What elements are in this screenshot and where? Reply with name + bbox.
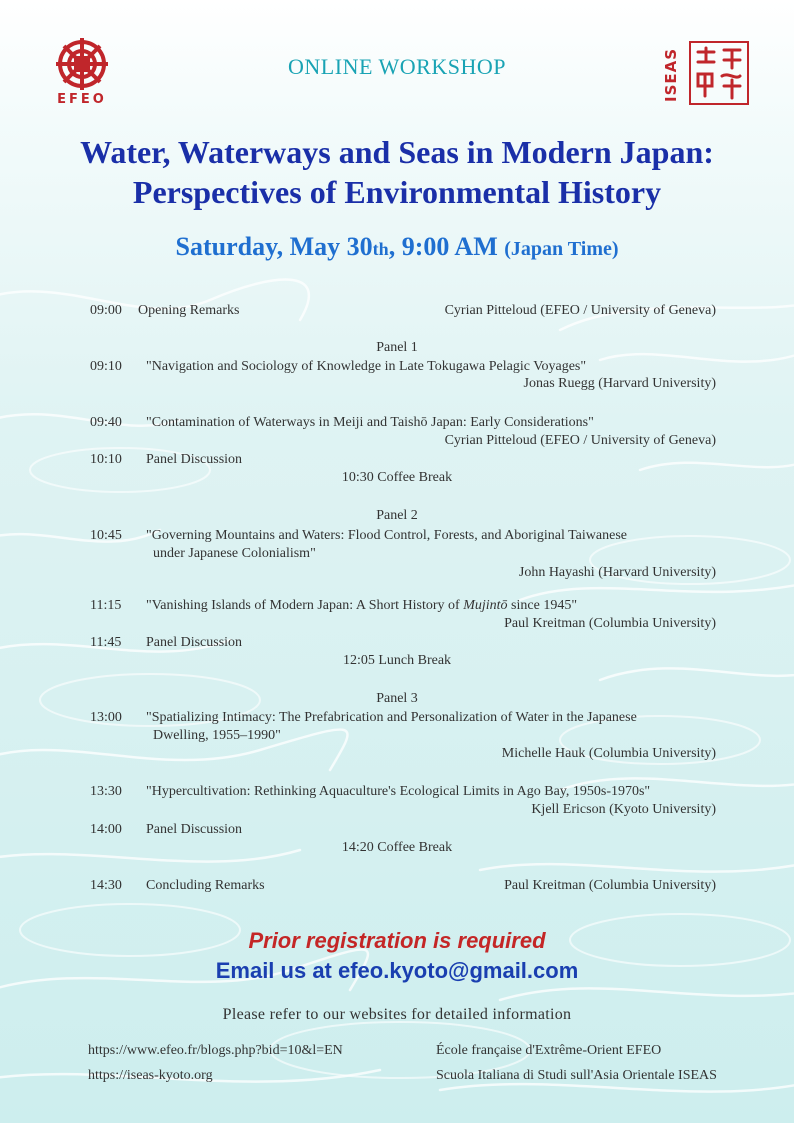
talk-speaker: Cyrian Pitteloud (EFEO / University of Geneva) <box>444 433 716 448</box>
break-label: 14:20 Coffee Break <box>341 840 453 855</box>
date-main: Saturday, May 30 <box>175 232 373 261</box>
talk-title-italic: Mujintō <box>463 598 508 613</box>
discussion-time: 10:10 <box>90 452 122 467</box>
efeo-url-link[interactable]: https://www.efeo.fr/blogs.php?bid=10&l=EN <box>88 1043 343 1058</box>
date-time: , 9:00 AM <box>388 232 505 261</box>
talk-title: "Spatializing Intimacy: The Prefabrication and Personalization of Water in the Japanese <box>146 710 637 725</box>
opening-label: Opening Remarks <box>138 303 240 318</box>
talk-title: "Navigation and Sociology of Knowledge in Late Tokugawa Pelagic Voyages" <box>146 359 587 374</box>
break-label: 12:05 Lunch Break <box>342 653 452 668</box>
panel-2-heading: Panel 2 <box>376 508 418 523</box>
talk-speaker: John Hayashi (Harvard University) <box>518 565 716 580</box>
discussion-label: Panel Discussion <box>146 452 243 467</box>
talk-speaker: Jonas Ruegg (Harvard University) <box>523 376 716 391</box>
talk-title: "Contamination of Waterways in Meiji and Taishō Japan: Early Considerations" <box>146 415 594 430</box>
talk-title <box>146 598 577 614</box>
discussion-time: 11:45 <box>90 635 122 650</box>
opening-speaker: Cyrian Pitteloud (EFEO / University of Geneva) <box>444 303 716 318</box>
break-label: 10:30 Coffee Break <box>341 470 453 485</box>
discussion-label: Panel Discussion <box>146 822 243 837</box>
opening-time: 09:00 <box>90 303 122 318</box>
workshop-label: ONLINE WORKSHOP <box>288 54 506 79</box>
iseas-logo-label: ISEAS <box>662 47 680 103</box>
talk-speaker: Paul Kreitman (Columbia University) <box>504 616 716 631</box>
talk-time: 09:10 <box>90 359 122 374</box>
iseas-url-link[interactable]: https://iseas-kyoto.org <box>88 1068 213 1083</box>
date-timezone: (Japan Time) <box>504 238 619 260</box>
talk-speaker: Kjell Ericson (Kyoto University) <box>531 802 716 817</box>
talk-time: 13:00 <box>90 710 122 725</box>
closing-label: Concluding Remarks <box>146 878 265 893</box>
title-line-1: Water, Waterways and Seas in Modern Japan: <box>80 134 714 170</box>
talk-title-cont: under Japanese Colonialism" <box>153 546 316 561</box>
discussion-time: 14:00 <box>90 822 122 837</box>
talk-title-cont: Dwelling, 1955–1990" <box>153 728 281 743</box>
talk-time: 13:30 <box>90 784 122 799</box>
registration-notice: Prior registration is required <box>248 928 546 953</box>
talk-speaker: Michelle Hauk (Columbia University) <box>501 746 716 761</box>
date-suffix: th <box>372 239 389 259</box>
efeo-org-name: École française d'Extrême-Orient EFEO <box>436 1043 662 1058</box>
talk-title-part: "Vanishing Islands of Modern Japan: A Short History of <box>146 598 464 613</box>
talk-time: 10:45 <box>90 528 122 543</box>
talk-time: 11:15 <box>90 598 122 613</box>
closing-speaker: Paul Kreitman (Columbia University) <box>504 878 716 893</box>
panel-3-heading: Panel 3 <box>376 691 418 706</box>
talk-time: 09:40 <box>90 415 122 430</box>
iseas-org-name: Scuola Italiana di Studi sull'Asia Orientale ISEAS <box>436 1068 717 1083</box>
efeo-logo-label: EFEO <box>57 92 107 107</box>
title-line-2: Perspectives of Environmental History <box>132 174 662 210</box>
closing-time: 14:30 <box>90 878 122 893</box>
discussion-label: Panel Discussion <box>146 635 243 650</box>
refer-note: Please refer to our websites for detailed information <box>222 1006 572 1023</box>
talk-title-part: since 1945" <box>507 598 578 613</box>
talk-title: "Hypercultivation: Rethinking Aquaculture's Ecological Limits in Ago Bay, 1950s-1970s" <box>146 784 651 799</box>
event-date <box>0 232 794 262</box>
panel-1-heading: Panel 1 <box>376 340 418 355</box>
talk-title: "Governing Mountains and Waters: Flood Control, Forests, and Aboriginal Taiwanese <box>146 528 627 543</box>
email-line[interactable]: Email us at efeo.kyoto@gmail.com <box>215 958 579 983</box>
